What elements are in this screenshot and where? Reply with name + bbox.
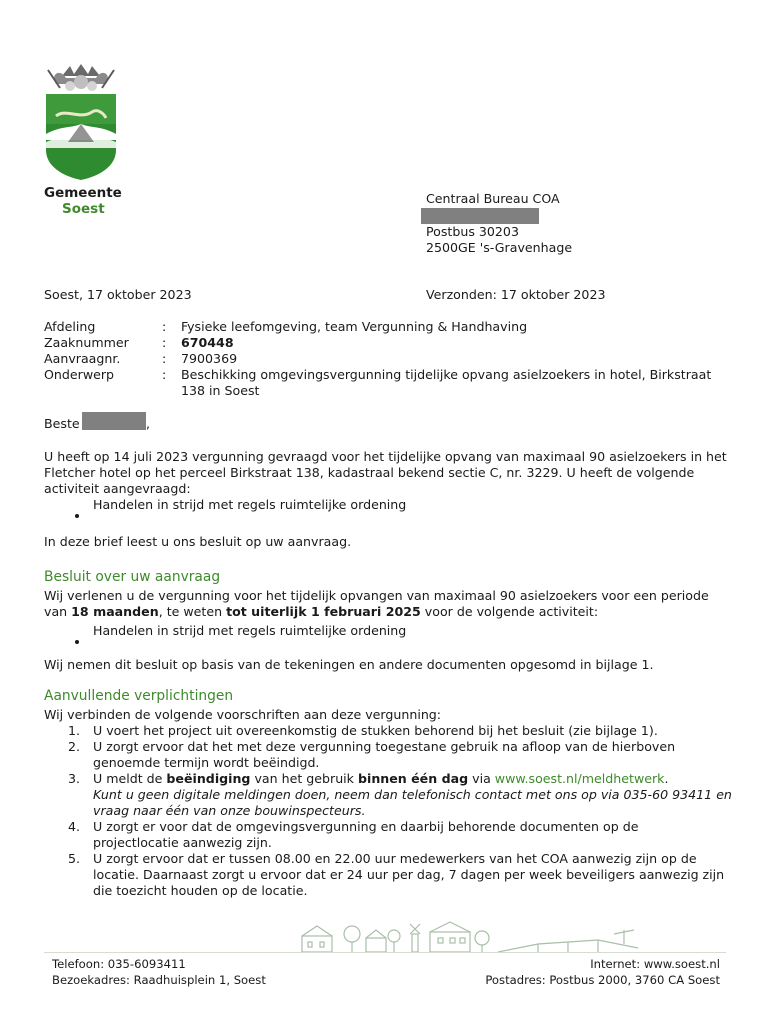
municipal-coat-of-arms-logo: [40, 62, 122, 182]
intro-bullet: Handelen in strijd met regels ruimtelijke ordening: [93, 497, 407, 512]
bullet-icon: [75, 629, 79, 648]
recipient-postbus: Postbus 30203: [426, 224, 519, 239]
meta-colon: :: [162, 367, 167, 382]
brand-name-line2: Soest: [62, 201, 105, 217]
meta-label-zaaknummer: Zaaknummer: [44, 335, 129, 350]
recipient-name: Centraal Bureau COA: [426, 191, 560, 206]
list-item-5-line-2: locatie. Daarnaast zorgt u ervoor dat er 24 uur per dag, 7 dagen per week beveiligers aanwezig zijn: [93, 867, 725, 882]
redacted-block-name: [82, 412, 146, 430]
meldhetwerk-link[interactable]: www.soest.nl/meldhetwerk: [494, 771, 665, 786]
list-number: 1.: [68, 723, 81, 738]
list-item-2-line-1: U zorgt ervoor dat het met deze vergunning toegestane gebruik na afloop van de hierboven: [93, 739, 676, 754]
meta-colon: :: [162, 351, 167, 366]
meta-label-afdeling: Afdeling: [44, 319, 96, 334]
list-number: 2.: [68, 739, 81, 754]
skyline-illustration: [298, 920, 658, 954]
besluit-line-2: van 18 maanden, te weten tot uiterlijk 1 februari 2025 voor de volgende activiteit:: [44, 604, 599, 619]
list-item-3-line-1: U meldt de beëindiging van het gebruik binnen één dag via www.soest.nl/meldhetwerk.: [93, 771, 669, 786]
list-item-4-line-2: projectlocatie aanwezig zijn.: [93, 835, 272, 850]
verplichtingen-intro: Wij verbinden de volgende voorschriften aan deze vergunning:: [44, 707, 442, 722]
footer-post-address: Postadres: Postbus 2000, 3760 CA Soest: [485, 973, 720, 987]
brand-name-line1: Gemeente: [44, 185, 122, 201]
meta-colon: :: [162, 319, 167, 334]
list-item-3-note-2: vraag naar één van onze bouwinspecteurs.: [93, 803, 366, 818]
meta-value-onderwerp-cont: 138 in Soest: [181, 383, 260, 398]
place-date: Soest, 17 oktober 2023: [44, 287, 192, 302]
greeting: Beste: [44, 416, 80, 431]
meta-value-aanvraagnr: 7900369: [181, 351, 238, 366]
list-item-4-line-1: U zorgt er voor dat de omgevingsvergunning en daarbij behorende documenten op de: [93, 819, 639, 834]
redacted-block-address: [421, 208, 539, 224]
meta-label-aanvraagnr: Aanvraagnr.: [44, 351, 121, 366]
meta-colon: :: [162, 335, 167, 350]
list-item-2-line-2: genoemde termijn wordt beëindigd.: [93, 755, 320, 770]
footer-phone: Telefoon: 035-6093411: [52, 957, 186, 971]
list-number: 3.: [68, 771, 81, 786]
intro-line-2: Fletcher hotel op het perceel Birkstraat 138, kadastraal bekend sectie C, nr. 3229. U heeft de volgende: [44, 465, 695, 480]
meta-label-onderwerp: Onderwerp: [44, 367, 115, 382]
section-heading-besluit: Besluit over uw aanvraag: [44, 569, 221, 585]
list-number: 4.: [68, 819, 81, 834]
list-item-3-note-1: Kunt u geen digitale meldingen doen, neem dan telefonisch contact met ons op via 035-60 93411 en: [93, 787, 732, 802]
sent-date: Verzonden: 17 oktober 2023: [426, 287, 606, 302]
recipient-city: 2500GE 's-Gravenhage: [426, 240, 573, 255]
besluit-line-1: Wij verlenen u de vergunning voor het tijdelijk opvangen van maximaal 90 asielzoekers voor een periode: [44, 588, 709, 603]
list-item-5-line-1: U zorgt ervoor dat er tussen 08.00 en 22.00 uur medewerkers van het COA aanwezig zijn op de: [93, 851, 697, 866]
list-item-1: U voert het project uit overeenkomstig de stukken behorend bij het besluit (zie bijlage 1).: [93, 723, 658, 738]
intro-line-3: activiteit aangevraagd:: [44, 481, 191, 496]
section-heading-verplichtingen: Aanvullende verplichtingen: [44, 688, 234, 704]
besluit-basis: Wij nemen dit besluit op basis van de tekeningen en andere documenten opgesomd in bijlage 1.: [44, 657, 654, 672]
intro-line-1: U heeft op 14 juli 2023 vergunning gevraagd voor het tijdelijke opvang van maximaal 90 asielzoekers in het: [44, 449, 727, 464]
footer-internet: Internet: www.soest.nl: [590, 957, 720, 971]
meta-value-afdeling: Fysieke leefomgeving, team Vergunning & Handhaving: [181, 319, 528, 334]
list-number: 5.: [68, 851, 81, 866]
meta-value-zaaknummer: 670448: [181, 335, 234, 350]
read-line: In deze brief leest u ons besluit op uw aanvraag.: [44, 534, 352, 549]
footer-divider: [44, 952, 726, 953]
greeting-comma: ,: [146, 416, 151, 431]
bullet-icon: [75, 503, 79, 522]
besluit-bullet: Handelen in strijd met regels ruimtelijke ordening: [93, 623, 407, 638]
list-item-5-line-3: die toezicht houden op de locatie.: [93, 883, 308, 898]
meta-value-onderwerp: Beschikking omgevingsvergunning tijdelijke opvang asielzoekers in hotel, Birkstraat: [181, 367, 712, 382]
footer-visit-address: Bezoekadres: Raadhuisplein 1, Soest: [52, 973, 266, 987]
